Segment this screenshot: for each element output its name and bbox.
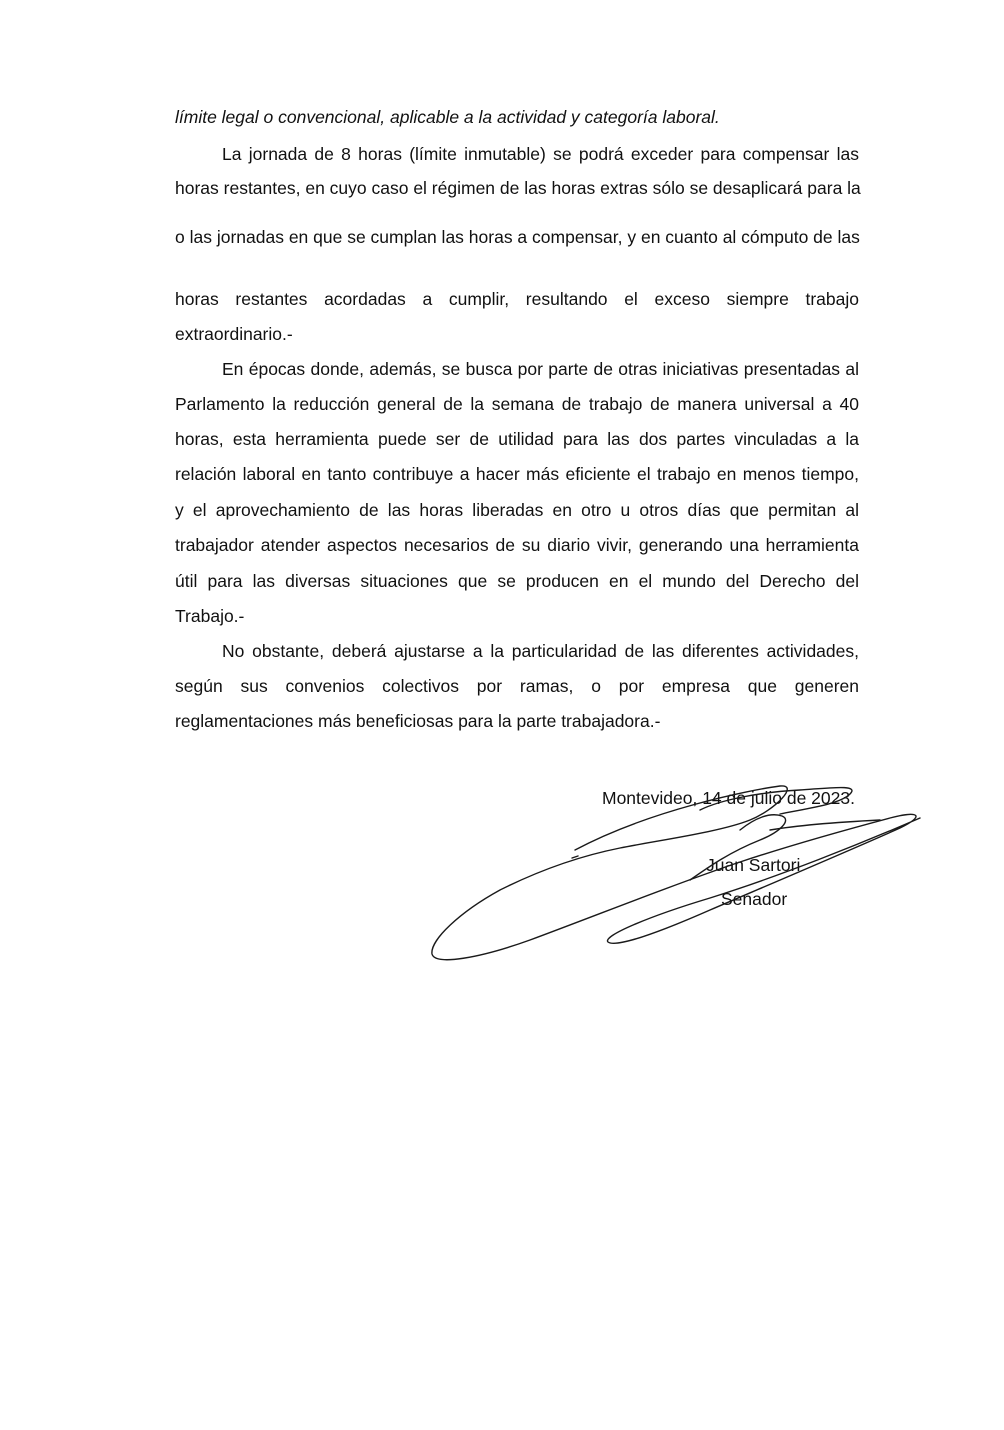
paragraph-line: reglamentaciones más beneficiosas para la parte trabajadora.- <box>175 711 661 731</box>
paragraph-line: relación laboral en tanto contribuye a hacer más eficiente el trabajo en menos tiempo, <box>175 464 859 484</box>
paragraph-line: o las jornadas en que se cumplan las horas a compensar, y en cuanto al cómputo de las <box>175 227 860 247</box>
paragraph-line: trabajador atender aspectos necesarios de su diario vivir, generando una herramienta <box>175 535 859 555</box>
paragraph-line: La jornada de 8 horas (límite inmutable) se podrá exceder para compensar las <box>222 144 859 164</box>
paragraph-line: y el aprovechamiento de las horas liberadas en otro u otros días que permitan al <box>175 500 859 520</box>
paragraph-line: según sus convenios colectivos por ramas, o por empresa que generen <box>175 676 859 696</box>
signer-name: Juan Sartori <box>706 855 801 875</box>
paragraph-line: No obstante, deberá ajustarse a la particularidad de las diferentes actividades, <box>222 641 859 661</box>
paragraph-line: Parlamento la reducción general de la semana de trabajo de manera universal a 40 <box>175 394 859 414</box>
paragraph-line: extraordinario.- <box>175 324 293 344</box>
paragraph-line: límite legal o convencional, aplicable a la actividad y categoría laboral. <box>175 107 720 127</box>
signer-title: Senador <box>721 889 788 909</box>
paragraph-line: útil para las diversas situaciones que se producen en el mundo del Derecho del <box>175 571 859 591</box>
place-date: Montevideo, 14 de julio de 2023. <box>602 788 855 808</box>
paragraph-line: horas restantes, en cuyo caso el régimen de las horas extras sólo se desaplicará para la <box>175 178 861 198</box>
paragraph-line: horas restantes acordadas a cumplir, resultando el exceso siempre trabajo <box>175 289 859 309</box>
paragraph-line: horas, esta herramienta puede ser de utilidad para las dos partes vinculadas a la <box>175 429 859 449</box>
paragraph-line: Trabajo.- <box>175 606 245 626</box>
paragraph-line: En épocas donde, además, se busca por parte de otras iniciativas presentadas al <box>222 359 859 379</box>
